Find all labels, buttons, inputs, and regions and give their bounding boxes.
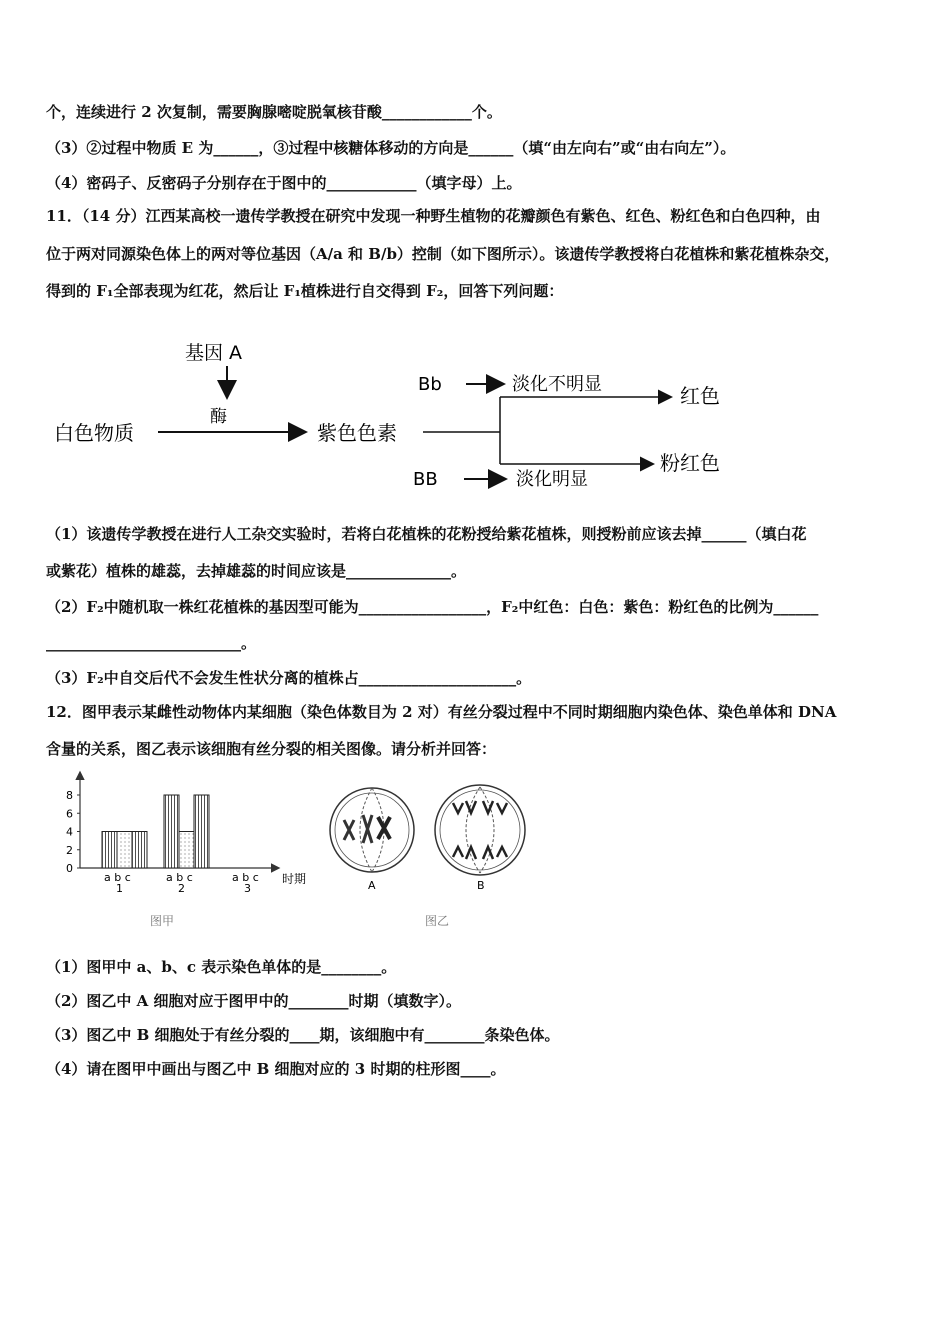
text-line-5: 位于两对同源染色体上的两对等位基因（A/a 和 B/b）控制（如下图所示）。该遗传学教授将白花植株和紫花植株杂交， bbox=[46, 245, 840, 263]
cell-b-diagram bbox=[435, 785, 525, 875]
cell-a-label: A bbox=[368, 879, 376, 892]
bb-upper-label: Bb bbox=[418, 374, 442, 395]
y-tick-label-0: 0 bbox=[66, 862, 73, 875]
text-line-14: （1）图甲中 a、b、c 表示染色单体的是________。 bbox=[46, 958, 397, 976]
y-tick-label-2: 2 bbox=[66, 843, 73, 857]
text-line-11: （3）F₂中自交后代不会发生性状分离的植株占_____________________。 bbox=[46, 669, 532, 687]
text-line-7: （1）该遗传学教授在进行人工杂交实验时，若将白花植株的花粉授给紫花植株，则授粉前应该去掉______（填白花 bbox=[46, 525, 807, 543]
bar-c-2 bbox=[194, 795, 209, 868]
text-line-12: 12．图甲表示某雌性动物体内某细胞（染色体数目为 2 对）有丝分裂过程中不同时期细胞内染色体、染色单体和 DNA bbox=[46, 703, 837, 721]
pink-label: 粉红色 bbox=[660, 451, 720, 475]
fig-jia-caption: 图甲 bbox=[150, 914, 175, 928]
y-tick-label-4: 4 bbox=[66, 825, 73, 839]
text-line-1: 个，连续进行 2 次复制，需要胸腺嘧啶脱氧核苷酸____________个。 bbox=[46, 103, 502, 121]
gene-a-label: 基因 A bbox=[185, 342, 243, 364]
bar-a-1 bbox=[102, 832, 117, 869]
text-line-16: （3）图乙中 B 细胞处于有丝分裂的____期，该细胞中有________条染色体。 bbox=[46, 1026, 560, 1044]
pigment-pathway-diagram bbox=[40, 330, 760, 500]
text-line-9: （2）F₂中随机取一株红花植株的基因型可能为_________________，F₂中红色：白色：紫色：粉红色的比例为______ bbox=[46, 598, 819, 616]
purple-pigment-label: 紫色色素 bbox=[317, 421, 397, 445]
x-axis-label: 时期 bbox=[282, 872, 307, 886]
abc-label-1: a b c bbox=[104, 871, 131, 884]
bar-c-1 bbox=[132, 832, 147, 869]
enzyme-label: 酶 bbox=[210, 407, 227, 427]
y-tick-label-6: 6 bbox=[66, 807, 73, 821]
text-line-17: （4）请在图甲中画出与图乙中 B 细胞对应的 3 时期的柱形图____。 bbox=[46, 1060, 506, 1078]
y-tick-label-8: 8 bbox=[66, 789, 73, 802]
text-line-10: __________________________。 bbox=[46, 634, 257, 652]
text-line-6: 得到的 F₁全部表现为红花，然后让 F₁植株进行自交得到 F₂，回答下列问题： bbox=[46, 282, 564, 300]
cell-b-label: B bbox=[477, 879, 485, 892]
abc-label-3: a b c bbox=[232, 871, 259, 884]
category-label-1: 1 bbox=[116, 882, 123, 895]
cell-a-diagram bbox=[330, 788, 414, 872]
text-line-2: （3）②过程中物质 E 为______，③过程中核糖体移动的方向是______（填“由左向右”或“由右向左”）。 bbox=[46, 139, 736, 157]
bb-lower-label: BB bbox=[413, 469, 438, 490]
weak-fade-label: 淡化不明显 bbox=[512, 374, 602, 395]
bar-b-1 bbox=[117, 832, 132, 869]
text-line-13: 含量的关系，图乙表示该细胞有丝分裂的相关图像。请分析并回答： bbox=[46, 740, 497, 758]
bar-b-2 bbox=[179, 832, 194, 869]
category-label-3: 3 bbox=[244, 882, 251, 895]
text-line-4: 11．（14 分）江西某高校一遗传学教授在研究中发现一种野生植物的花瓣颜色有紫色、红色、粉红色和白色四种，由 bbox=[46, 207, 821, 225]
category-label-2: 2 bbox=[178, 882, 185, 895]
text-line-8: 或紫花）植株的雄蕊，去掉雄蕊的时间应该是______________。 bbox=[46, 562, 467, 580]
abc-label-2: a b c bbox=[166, 871, 193, 884]
text-line-15: （2）图乙中 A 细胞对应于图甲中的________时期（填数字）。 bbox=[46, 992, 462, 1010]
bar-a-2 bbox=[164, 795, 179, 868]
bar-chart-jia bbox=[66, 773, 278, 895]
strong-fade-label: 淡化明显 bbox=[516, 469, 588, 490]
white-substance-label: 白色物质 bbox=[54, 421, 134, 445]
red-label: 红色 bbox=[680, 384, 720, 408]
text-line-3: （4）密码子、反密码子分别存在于图中的____________（填字母）上。 bbox=[46, 174, 522, 192]
figures-jia-yi bbox=[60, 765, 530, 940]
fig-yi-caption: 图乙 bbox=[425, 914, 450, 928]
